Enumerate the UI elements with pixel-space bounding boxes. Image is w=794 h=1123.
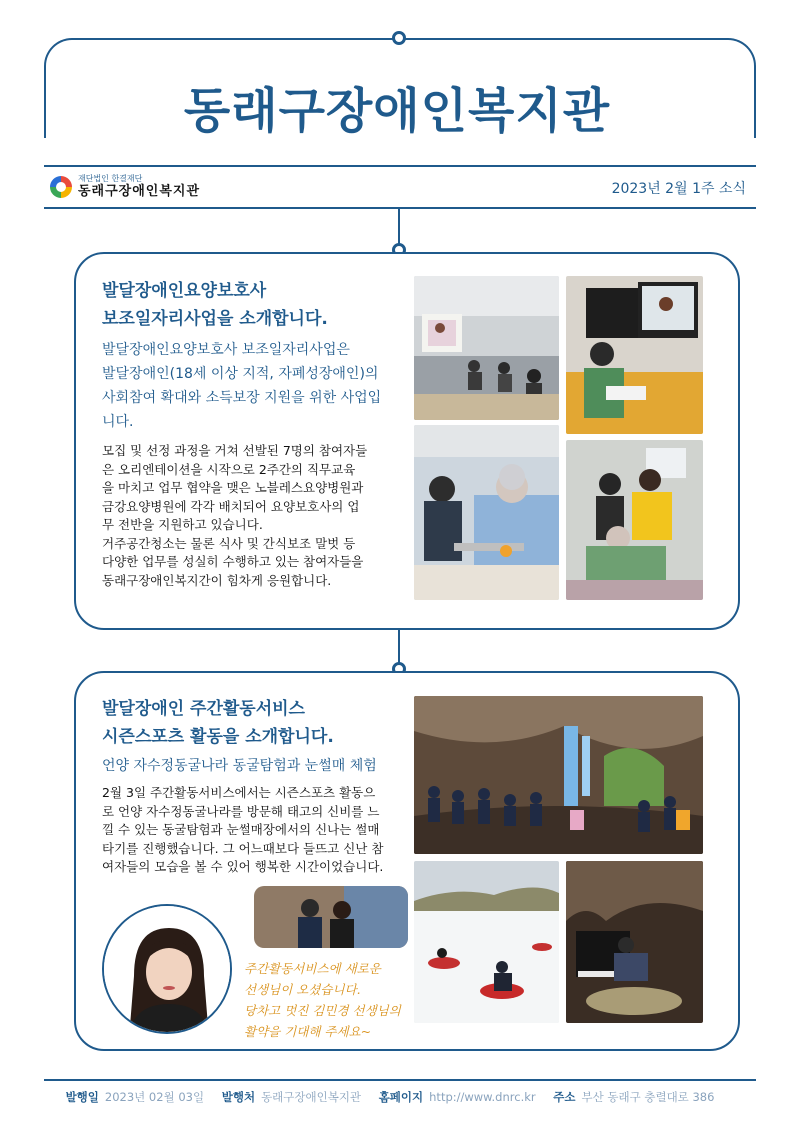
photo-training-lecture: [414, 276, 559, 420]
note-line: 당차고 멋진 김민경 선생님의: [244, 1003, 401, 1018]
article1-headline-line1: 발달장애인요양보호사: [102, 281, 267, 301]
masthead-top-rule: [44, 165, 756, 167]
article2-body-line: 2월 3일 주간활동서비스에서는 시즌스포츠 활동으: [102, 785, 376, 800]
photo-online-training: [566, 276, 703, 434]
issue-date: 2023년 2월 1주 소식: [611, 181, 746, 197]
article1-intro-line: 니다.: [102, 414, 134, 430]
article2-headline-line2: 시즌스포츠 활동을 소개합니다.: [102, 727, 334, 747]
footer-issued-label: 발행일: [65, 1090, 99, 1104]
article1-body-line: 다양한 업무를 성실히 수행하고 있는 참여자들을: [102, 554, 364, 569]
footer-publisher-label: 발행처: [221, 1090, 256, 1104]
masthead-bottom-rule: [44, 207, 756, 209]
logo-emblem-icon: [50, 176, 72, 198]
article1-body-line: 을 마치고 업무 협약을 맺은 노블레스요양병원과: [102, 480, 364, 495]
article1-body-line: 동래구장애인복지간이 힘차게 응원합니다.: [102, 572, 332, 588]
article2-body-line: 여자들의 모습을 볼 수 있어 행복한 시간이었습니다.: [102, 859, 384, 874]
article1-intro: [102, 338, 402, 434]
article2-headline: [102, 696, 334, 750]
article1-intro-line: 발달장애인요양보호사 보조일자리사업은: [102, 342, 350, 358]
teacher-avatar: [102, 904, 232, 1034]
article1-body: [102, 442, 402, 590]
connector-line-2: [398, 630, 400, 664]
article2-body-line: 타기를 진행했습니다. 그 어느때보다 들뜨고 신난 참: [102, 840, 384, 856]
note-line: 주간활동서비스에 새로운: [244, 961, 381, 976]
note-line: 활약을 기대해 주세요~: [244, 1024, 372, 1039]
footer-homepage-link[interactable]: http://www.dnrc.kr: [429, 1090, 536, 1104]
article1-body-line: 모집 및 선정 과정을 거쳐 선발된 7명의 참여자들: [102, 443, 368, 458]
article1-headline-line2: 보조일자리사업을 소개합니다.: [102, 309, 328, 329]
article1-body-line: 은 오리엔테이션을 시작으로 2주간의 직무교육: [102, 461, 356, 477]
footer-info: [0, 1089, 794, 1105]
article1-intro-line: 사회참여 확대와 소득보장 지원을 위한 사업입: [102, 390, 382, 406]
photo-mealtime-assist: [566, 440, 703, 600]
footer-rule: [44, 1079, 756, 1081]
article1-body-line: 금강요양병원에 각각 배치되어 요양보호사의 업: [102, 498, 360, 514]
article1-intro-line: 발달장애인(18세 이상 지적, 자폐성장애인)의: [102, 366, 379, 382]
article1-body-line: 거주공간청소는 물론 식사 및 간식보조 말벗 등: [102, 535, 356, 551]
footer-issued-date: 2023년 02월 03일: [104, 1090, 205, 1104]
article2-body-line: 낄 수 있는 동굴탐험과 눈썰매장에서의 신나는 썰매: [102, 822, 380, 837]
article1-headline: [102, 278, 328, 332]
article2-headline-line1: 발달장애인 주간활동서비스: [102, 699, 305, 719]
footer-homepage-label: 홈페이지: [378, 1090, 424, 1104]
article2-body: [102, 784, 402, 877]
logo-foundation-name: 재단법인 한결재단: [78, 174, 143, 183]
article2-body-line: 로 언양 자수정동굴나라를 방문해 태고의 신비를 느: [102, 803, 380, 819]
photo-cave-group: [414, 696, 703, 854]
logo-org-name: 동래구장애인복지관: [78, 184, 201, 199]
photo-cave-piano: [566, 861, 703, 1023]
footer-address-label: 주소: [553, 1090, 576, 1104]
org-logo: [50, 174, 200, 200]
photo-snow-sled: [414, 861, 559, 1023]
note-line: 선생님이 오셨습니다.: [244, 982, 361, 997]
footer-address: 부산 동래구 충렬대로 386: [581, 1090, 715, 1104]
article1-body-line: 무 전반을 지원하고 있습니다.: [102, 517, 263, 532]
footer-publisher: 동래구장애인복지관: [261, 1090, 362, 1104]
teacher-intro-note: [244, 958, 401, 1042]
connector-line-1: [398, 209, 400, 245]
article2-subhead: 언양 자수정동굴나라 동굴탐험과 눈썰매 체험: [102, 758, 377, 774]
photo-teacher-greeting: [254, 886, 408, 948]
page-title: 동래구장애인복지관: [183, 83, 611, 139]
title-frame-dot: [392, 31, 406, 45]
photo-hospital-care: [414, 425, 559, 600]
